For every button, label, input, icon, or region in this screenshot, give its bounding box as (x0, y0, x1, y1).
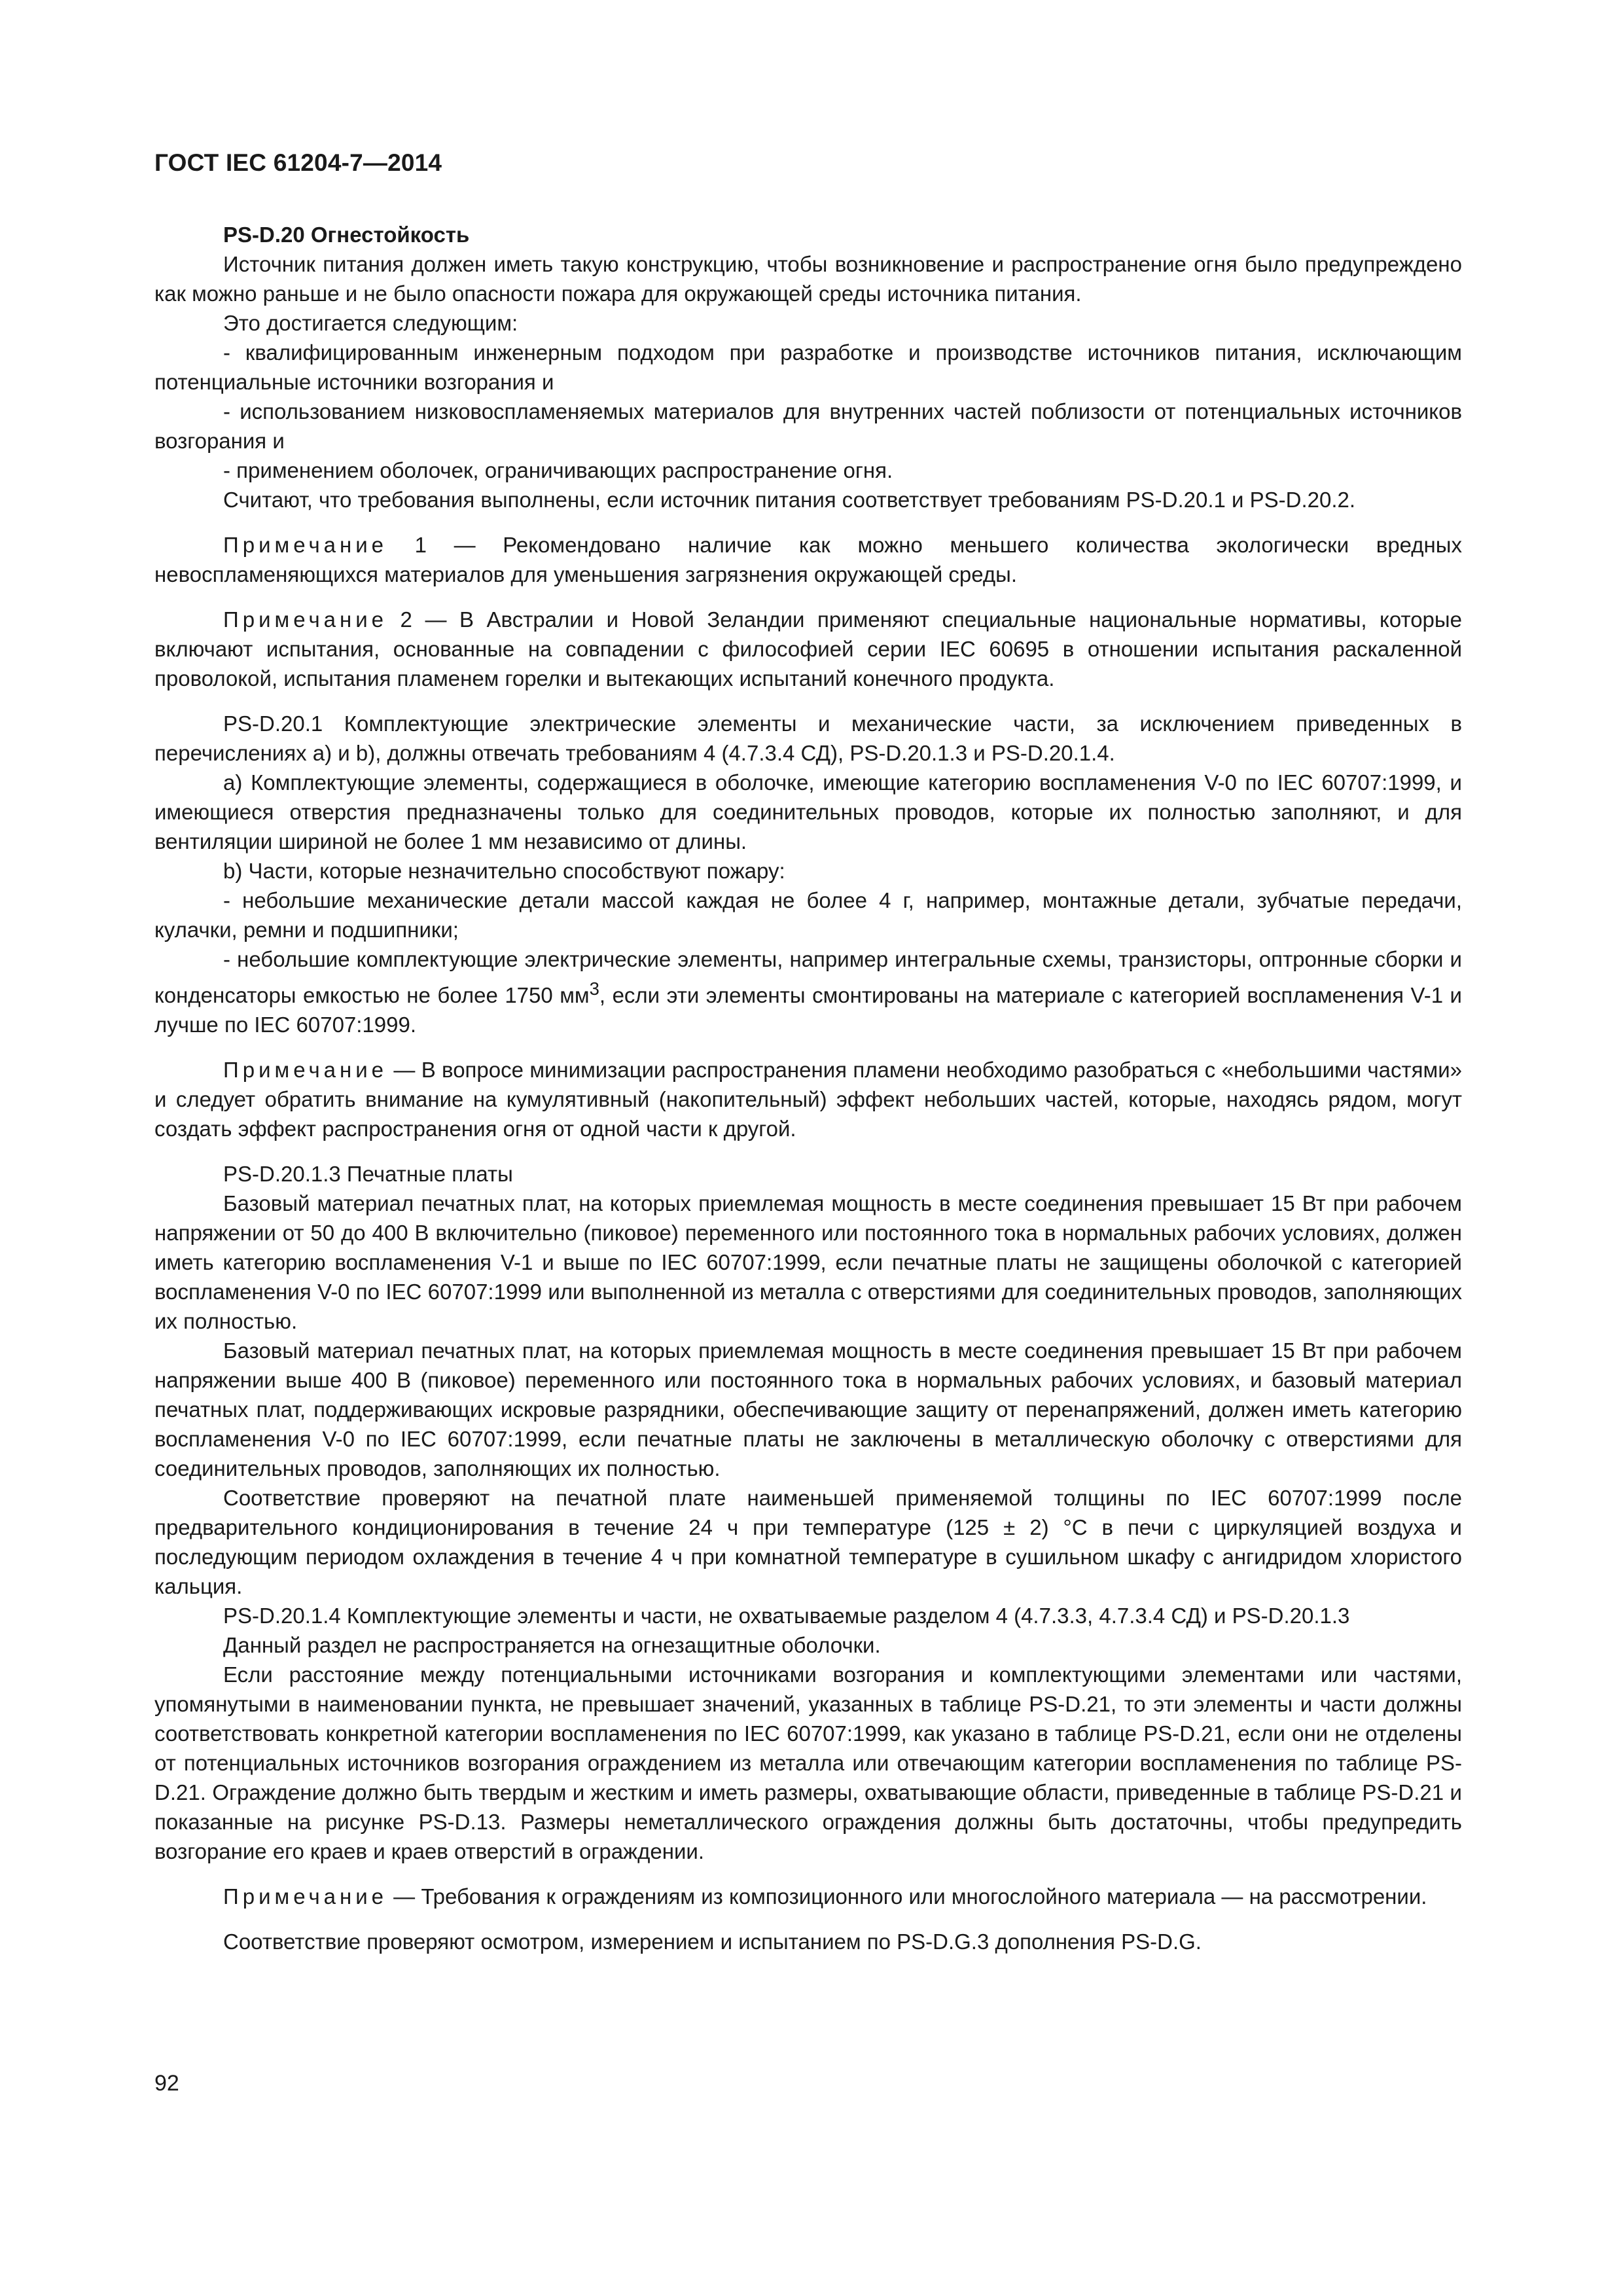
list-item: - применением оболочек, ограничивающих распространение огня. (223, 458, 893, 482)
paragraph: b) Части, которые незначительно способствуют пожару: (223, 859, 785, 883)
paragraph: Соответствие проверяют на печатной плате наименьшей применяемой толщины по IEC 60707:1999 после предварительного кондиционирования в течение 24 ч при температуре (125 ± 2) °С в печи с циркуляцией воздуха и последующим периодом охлаждения в течение 4 ч при комнатной температуре в сушильном шкафу с ангидридом хлористого кальция. (154, 1486, 1462, 1598)
note (154, 1882, 1462, 1911)
note-label: Примечание (223, 1058, 388, 1082)
superscript: 3 (589, 978, 599, 999)
subsection-title: PS-D.20.1.3 Печатные платы (223, 1162, 513, 1186)
paragraph: Базовый материал печатных плат, на которых приемлемая мощность в месте соединения превышает 15 Вт при рабочем напряжении выше 400 В (пиковое) переменного или постоянного тока в нормальных рабочих условиях, и базовый материал печатных плат, поддерживающих искровые разрядники, обеспечивающие защиту от перенапряжений, должен иметь категорию воспламенения V-0 по IEC 60707:1999, если печатные платы не заключены в металлическую оболочку с отверстиями для соединительных проводов, заполняющих их полностью. (154, 1338, 1462, 1480)
list-item (154, 944, 1462, 1039)
note-label: Примечание (223, 1884, 388, 1909)
note-text: 1 — Рекомендовано наличие как можно меньшего количества экологически вредных невоспламеняющихся материалов для уменьшения загрязнения окружающей среды. (154, 533, 1462, 586)
list-item: - квалифицированным инженерным подходом при разработке и производстве источников питания, исключающим потенциальные источники возгорания и (154, 340, 1462, 394)
note-text: — В вопросе минимизации распространения пламени необходимо разобраться с «небольшими частями» и следует обратить внимание на кумулятивный (накопительный) эффект небольших частей, которые, находясь рядом, могут создать эффект распространения огня от одной части к другой. (154, 1058, 1462, 1141)
text-run: - небольшие комплектующие электрические элементы, например интегральные схемы, транзисторы, оптронные сборки и конденсаторы емкостью не более 1750 мм (154, 947, 1462, 1007)
section-title: PS-D.20 Огнестойкость (223, 223, 470, 247)
paragraph: Базовый материал печатных плат, на которых приемлемая мощность в месте соединения превышает 15 Вт при рабочем напряжении от 50 до 400 В включительно (пиковое) переменного или постоянного тока в нормальных рабочих условиях, должен иметь категорию воспламенения V-1 и выше по IEC 60707:1999, если печатные платы не защищены оболочкой с категорией воспламенения V-0 по IEC 60707:1999 или выполненной из металла с отверстиями для соединительных проводов, заполняющих их полностью. (154, 1191, 1462, 1333)
text-run: , если эти элементы смонтированы на материале с категорией воспламенения V-1 и лучше по IEC 60707:1999. (154, 983, 1462, 1037)
page-number: 92 (154, 2071, 179, 2096)
note-text: 2 — В Австралии и Новой Зеландии применяют специальные национальные нормативы, которые включают испытания, основанные на совпадении с философией серии IEC 60695 в отношении испытания раскаленной проволокой, испытания пламенем горелки и вытекающих испытаний конечного продукта. (154, 607, 1462, 691)
paragraph: Соответствие проверяют осмотром, измерением и испытанием по PS-D.G.3 дополнения PS-D.G. (223, 1929, 1202, 1954)
document-body (154, 220, 1462, 1956)
paragraph: a) Комплектующие элементы, содержащиеся в оболочке, имеющие категорию воспламенения V-0 по IEC 60707:1999, и имеющиеся отверстия предназначены только для соединительных проводов, которые их полностью заполняют, и для вентиляции шириной не более 1 мм независимо от длины. (154, 770, 1462, 853)
paragraph: Считают, что требования выполнены, если источник питания соответствует требованиям PS-D.20.1 и PS-D.20.2. (223, 488, 1356, 512)
paragraph: PS-D.20.1 Комплектующие электрические элементы и механические части, за исключением приведенных в перечислениях а) и b), должны отвечать требованиям 4 (4.7.3.4 СД), PS-D.20.1.3 и PS-D.20.1.4. (154, 711, 1462, 765)
paragraph: Это достигается следующим: (223, 311, 518, 335)
note-label: Примечание (223, 533, 388, 557)
note (154, 530, 1462, 589)
note (154, 1055, 1462, 1143)
note (154, 605, 1462, 693)
note-text: — Требования к ограждениям из композиционного или многослойного материала — на рассмотрении. (387, 1884, 1427, 1909)
subsection-title: PS-D.20.1.4 Комплектующие элементы и части, не охватываемые разделом 4 (4.7.3.3, 4.7.3.4 СД) и PS-D.20.1.3 (223, 1604, 1350, 1628)
paragraph: Источник питания должен иметь такую конструкцию, чтобы возникновение и распространение огня было предупреждено как можно раньше и не было опасности пожара для окружающей среды источника питания. (154, 252, 1462, 306)
list-item: - небольшие механические детали массой каждая не более 4 г, например, монтажные детали, зубчатые передачи, кулачки, ремни и подшипники; (154, 888, 1462, 942)
list-item: - использованием низковоспламеняемых материалов для внутренних частей поблизости от потенциальных источников возгорания и (154, 399, 1462, 453)
paragraph: Данный раздел не распространяется на огнезащитные оболочки. (223, 1633, 881, 1657)
note-label: Примечание (223, 607, 388, 632)
document-header: ГОСТ IEC 61204-7—2014 (154, 149, 442, 176)
paragraph: Если расстояние между потенциальными источниками возгорания и комплектующими элементами или частями, упомянутыми в наименовании пункта, не превышает значений, указанных в таблице PS-D.21, то эти элементы и части должны соответствовать конкретной категории воспламенения по IEC 60707:1999, как указано в таблице PS-D.21, если они не отделены от потенциальных источников возгорания ограждением из металла или отвечающим категории воспламенения по таблице PS-D.21. Ограждение должно быть твердым и жестким и иметь размеры, охватывающие области, приведенные в таблице PS-D.21 и показанные на рисунке PS-D.13. Размеры неметаллического ограждения должны быть достаточны, чтобы предупредить возгорание его краев и краев отверстий в ограждении. (154, 1662, 1462, 1863)
